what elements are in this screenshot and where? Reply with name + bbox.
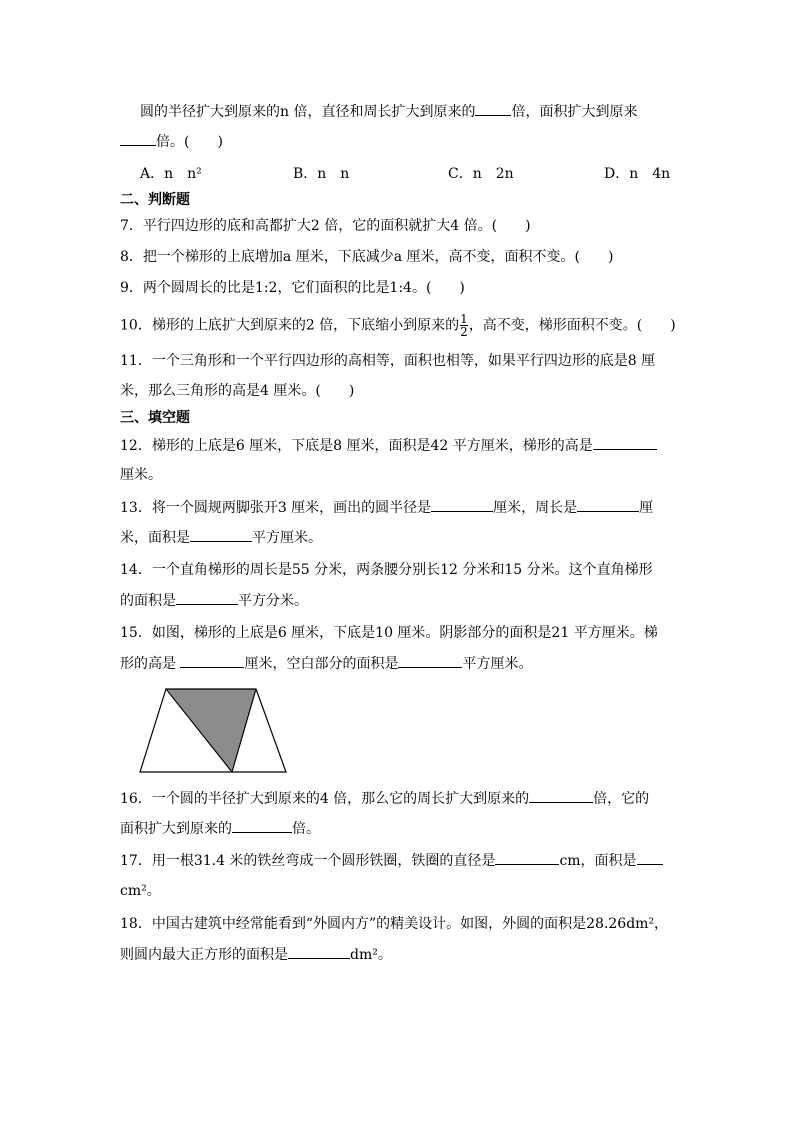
q15-text-c: 平方厘米。: [462, 656, 533, 672]
q10-line: [120, 313, 676, 338]
q17-blank-2[interactable]: [637, 850, 663, 865]
q16-text-d: 倍。: [292, 821, 320, 837]
q13-text-c: 厘: [639, 500, 654, 516]
q13-blank-3[interactable]: [190, 527, 252, 542]
q16-blank-1[interactable]: [529, 788, 593, 803]
q13-line1: [120, 497, 653, 518]
q16-line2: [120, 818, 320, 839]
q12-text: 12．梯形的上底是6 厘米，下底是8 厘米，面积是42 平方厘米，梯形的高是: [120, 438, 593, 454]
q12-line1: [120, 435, 657, 456]
q6-line2: [120, 131, 223, 152]
q10-fraction-num: 1: [460, 312, 468, 326]
q16-blank-2[interactable]: [232, 818, 292, 833]
q14-text-a: 的面积是: [120, 593, 176, 609]
q8-text: 8．把一个梯形的上底增加a 厘米，下底减少a 厘米，高不变，面积不变。( ): [120, 249, 614, 265]
q7-text: 7．平行四边形的底和高都扩大2 倍，它的面积就扩大4 倍。( ): [120, 218, 531, 234]
q6-option-c[interactable]: C．n 2n: [448, 166, 514, 182]
q6-option-a[interactable]: A．n n²: [140, 166, 202, 182]
q12-line2: 厘米。: [120, 467, 162, 483]
q16-text-c: 面积扩大到原来的: [120, 821, 232, 837]
q10-fraction: [460, 313, 468, 338]
q6-option-b[interactable]: B．n n: [293, 166, 350, 182]
q10-before: 10．梯形的上底扩大到原来的2 倍，下底缩小到原来的: [120, 317, 460, 334]
q18-text-b: dm²。: [350, 947, 392, 963]
section-judge-title: 二、判断题: [120, 192, 190, 208]
q15-line2: [120, 653, 532, 674]
q6-blank-1[interactable]: [475, 101, 511, 116]
q13-text-d: 米，面积是: [120, 530, 190, 546]
q6-line1: [140, 101, 637, 122]
q6-text: 圆的半径扩大到原来的n 倍，直径和周长扩大到原来的: [140, 104, 476, 120]
q13-line2: [120, 527, 322, 548]
q17-line1: [120, 850, 663, 871]
q14-blank[interactable]: [176, 590, 238, 605]
q16-text-a: 16．一个圆的半径扩大到原来的4 倍，那么它的周长扩大到原来的: [120, 791, 530, 807]
q18-blank[interactable]: [288, 944, 350, 959]
q15-line1: 15．如图，梯形的上底是6 厘米，下底是10 厘米。阴影部分的面积是21 平方厘米。梯: [120, 625, 658, 641]
q16-text-b: 倍，它的: [593, 791, 650, 807]
q18-text-a: 则圆内最大正方形的面积是: [120, 947, 288, 963]
q14-line2: [120, 590, 308, 611]
q17-blank-1[interactable]: [495, 850, 559, 865]
q6-text-2: 倍。( ): [156, 134, 223, 150]
q13-text-e: 平方厘米。: [252, 530, 322, 546]
q15-blank-1[interactable]: [180, 653, 244, 668]
section-fill-title: 三、填空题: [120, 410, 190, 426]
shaded-triangle: [166, 689, 256, 772]
trapezoid-figure: [136, 686, 290, 776]
q18-line1: 18．中国古建筑中经常能看到“外圆内方”的精美设计。如图，外圆的面积是28.26dm²，: [120, 916, 669, 932]
q11-line1: 11．一个三角形和一个平行四边形的高相等，面积也相等，如果平行四边形的底是8 厘: [120, 353, 656, 369]
q15-blank-2[interactable]: [398, 653, 462, 668]
q11-line2: 米，那么三角形的高是4 厘米。( ): [120, 383, 355, 399]
q13-blank-1[interactable]: [431, 497, 493, 512]
q18-line2: [120, 944, 392, 965]
q6-text-end: 倍，面积扩大到原来: [511, 104, 638, 120]
q6-blank-2[interactable]: [120, 131, 156, 146]
q10-fraction-den: 2: [460, 325, 468, 339]
q14-text-b: 平方分米。: [238, 593, 308, 609]
q9-text: 9．两个圆周长的比是1:2，它们面积的比是1:4。( ): [120, 280, 465, 296]
q15-text-b: 厘米，空白部分的面积是: [244, 656, 399, 672]
q13-text-b: 厘米，周长是: [493, 500, 578, 516]
q10-after: ，高不变，梯形面积不变。( ): [468, 317, 676, 334]
q14-line1: 14．一个直角梯形的周长是55 分米，两条腰分别长12 分米和15 分米。这个直角梯形: [120, 562, 653, 578]
q15-text-a: 形的高是: [120, 656, 176, 672]
q16-line1: [120, 788, 649, 809]
q17-text-a: 17．用一根31.4 米的铁丝弯成一个圆形铁圈，铁圈的直径是: [120, 853, 496, 869]
q12-blank[interactable]: [593, 435, 657, 450]
q17-line2: cm²。: [120, 883, 161, 899]
q6-option-d[interactable]: D．n 4n: [604, 166, 671, 182]
q13-text-a: 13．将一个圆规两脚张开3 厘米，画出的圆半径是: [120, 500, 432, 516]
q13-blank-2[interactable]: [577, 497, 639, 512]
q17-text-b: cm，面积是: [559, 853, 637, 869]
